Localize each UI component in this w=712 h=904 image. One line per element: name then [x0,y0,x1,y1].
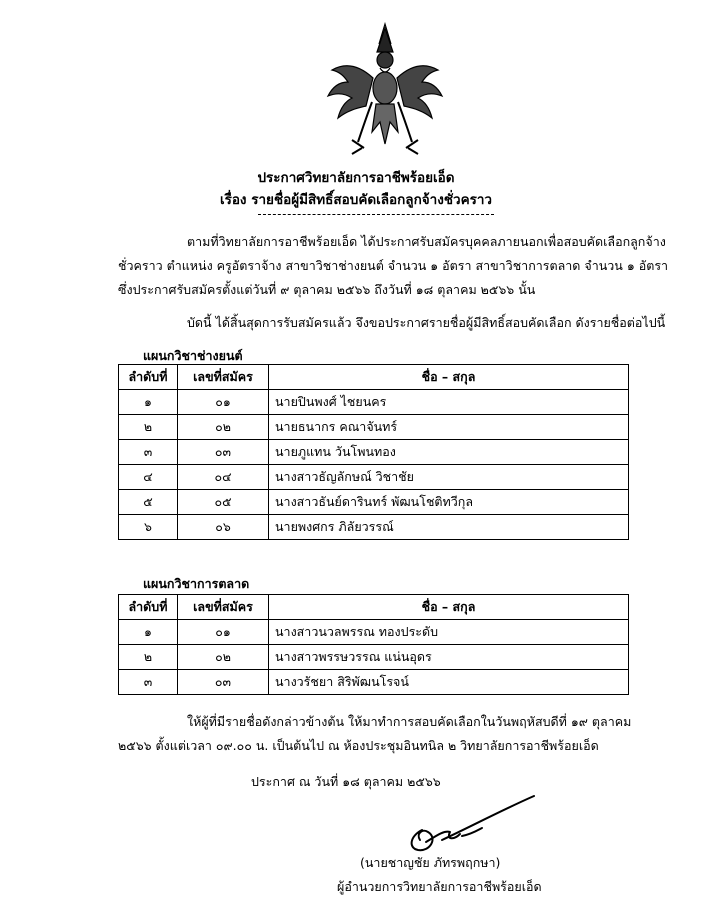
table-header-row [119,595,629,620]
table-row [119,465,629,490]
cell-name: นางสาวธัญลักษณ์ วิชาชัย [269,465,629,490]
intro-line-3: ซึ่งประกาศรับสมัครตั้งแต่วันที่ ๙ ตุลาคม ๒๕๖๖ ถึงวันที่ ๑๘ ตุลาคม ๒๕๖๖ นั้น [118,282,536,297]
table-header-row [119,365,629,390]
cell-name: นางสาวนวลพรรณ ทองประดับ [269,620,629,645]
applicant-table [118,364,629,540]
cell-order: ๖ [119,515,178,540]
cell-name: นางวรัชยา สิริพัฒนโรจน์ [269,670,629,695]
column-header-order: ลำดับที่ [119,595,178,620]
cell-name: นายภูแทน วันโพนทอง [269,440,629,465]
cell-order: ๔ [119,465,178,490]
cell-name: นายปินพงศ์ ไชยนคร [269,390,629,415]
cell-app-no: ๐๑ [178,390,269,415]
garuda-emblem-icon [322,22,448,156]
announcement-subject: เรื่อง รายชื่อผู้มีสิทธิ์สอบคัดเลือกลูกจ้างชั่วคราว [219,192,493,208]
table-row [119,670,629,695]
cell-name: นางสาวธันย์ดารินทร์ พัฒนโชติทวีกุล [269,490,629,515]
table-row [119,620,629,645]
cell-app-no: ๐๒ [178,415,269,440]
cell-app-no: ๐๕ [178,490,269,515]
cell-app-no: ๐๓ [178,440,269,465]
signatory-position: ผู้อำนวยการวิทยาลัยการอาชีพร้อยเอ็ด [337,879,542,894]
column-header-app-no: เลขที่สมัคร [178,595,269,620]
table-row [119,515,629,540]
cell-app-no: ๐๖ [178,515,269,540]
exam-line-2: ๒๕๖๖ ตั้งแต่เวลา ๐๙.๐๐ น. เป็นต้นไป ณ ห้องประชุมอินทนิล ๒ วิทยาลัยการอาชีพร้อยเอ็ด [118,738,599,753]
cell-order: ๕ [119,490,178,515]
cell-order: ๑ [119,390,178,415]
column-header-app-no: เลขที่สมัคร [178,365,269,390]
table-row [119,440,629,465]
announce-date: ประกาศ ณ วันที่ ๑๘ ตุลาคม ๒๕๖๖ [251,774,441,789]
intro-line-1: ตามที่วิทยาลัยการอาชีพร้อยเอ็ด ได้ประกาศรับสมัครบุคคลภายนอกเพื่อสอบคัดเลือกลูกจ้าง [187,234,666,249]
signatory-name: (นายชาญชัย ภัทรพฤกษา) [360,855,501,870]
cell-order: ๓ [119,440,178,465]
exam-line-1: ให้ผู้ที่มีรายชื่อดังกล่าวข้างต้น ให้มาทำการสอบคัดเลือกในวันพฤหัสบดีที่ ๑๙ ตุลาคม [187,714,632,729]
applicant-table [118,594,629,695]
signature-mark [402,790,540,862]
title-divider [258,214,494,215]
announcement-title: ประกาศวิทยาลัยการอาชีพร้อยเอ็ด [257,170,455,186]
cell-app-no: ๐๒ [178,645,269,670]
department-heading: แผนกวิชาช่างยนต์ [143,348,243,363]
column-header-name: ชื่อ – สกุล [269,365,629,390]
cell-name: นายธนากร คณาจันทร์ [269,415,629,440]
column-header-name: ชื่อ – สกุล [269,595,629,620]
department-heading: แผนกวิชาการตลาด [143,576,250,591]
cell-order: ๒ [119,415,178,440]
table-row [119,415,629,440]
cell-order: ๓ [119,670,178,695]
cell-app-no: ๐๓ [178,670,269,695]
closing-line: บัดนี้ ได้สิ้นสุดการรับสมัครแล้ว จึงขอประกาศรายชื่อผู้มีสิทธิ์สอบคัดเลือก ดังรายชื่อต่อไปนี้ [187,315,666,330]
table-row [119,645,629,670]
table-row [119,390,629,415]
cell-name: นายพงศกร ภิลัยวรรณ์ [269,515,629,540]
cell-app-no: ๐๔ [178,465,269,490]
cell-order: ๒ [119,645,178,670]
cell-name: นางสาวพรรษวรรณ แน่นอุดร [269,645,629,670]
intro-line-2: ชั่วคราว ตำแหน่ง ครูอัตราจ้าง สาขาวิชาช่างยนต์ จำนวน ๑ อัตรา สาขาวิชาการตลาด จำนวน ๑ อัตรา [118,258,669,273]
table-row [119,490,629,515]
column-header-order: ลำดับที่ [119,365,178,390]
cell-order: ๑ [119,620,178,645]
cell-app-no: ๐๑ [178,620,269,645]
